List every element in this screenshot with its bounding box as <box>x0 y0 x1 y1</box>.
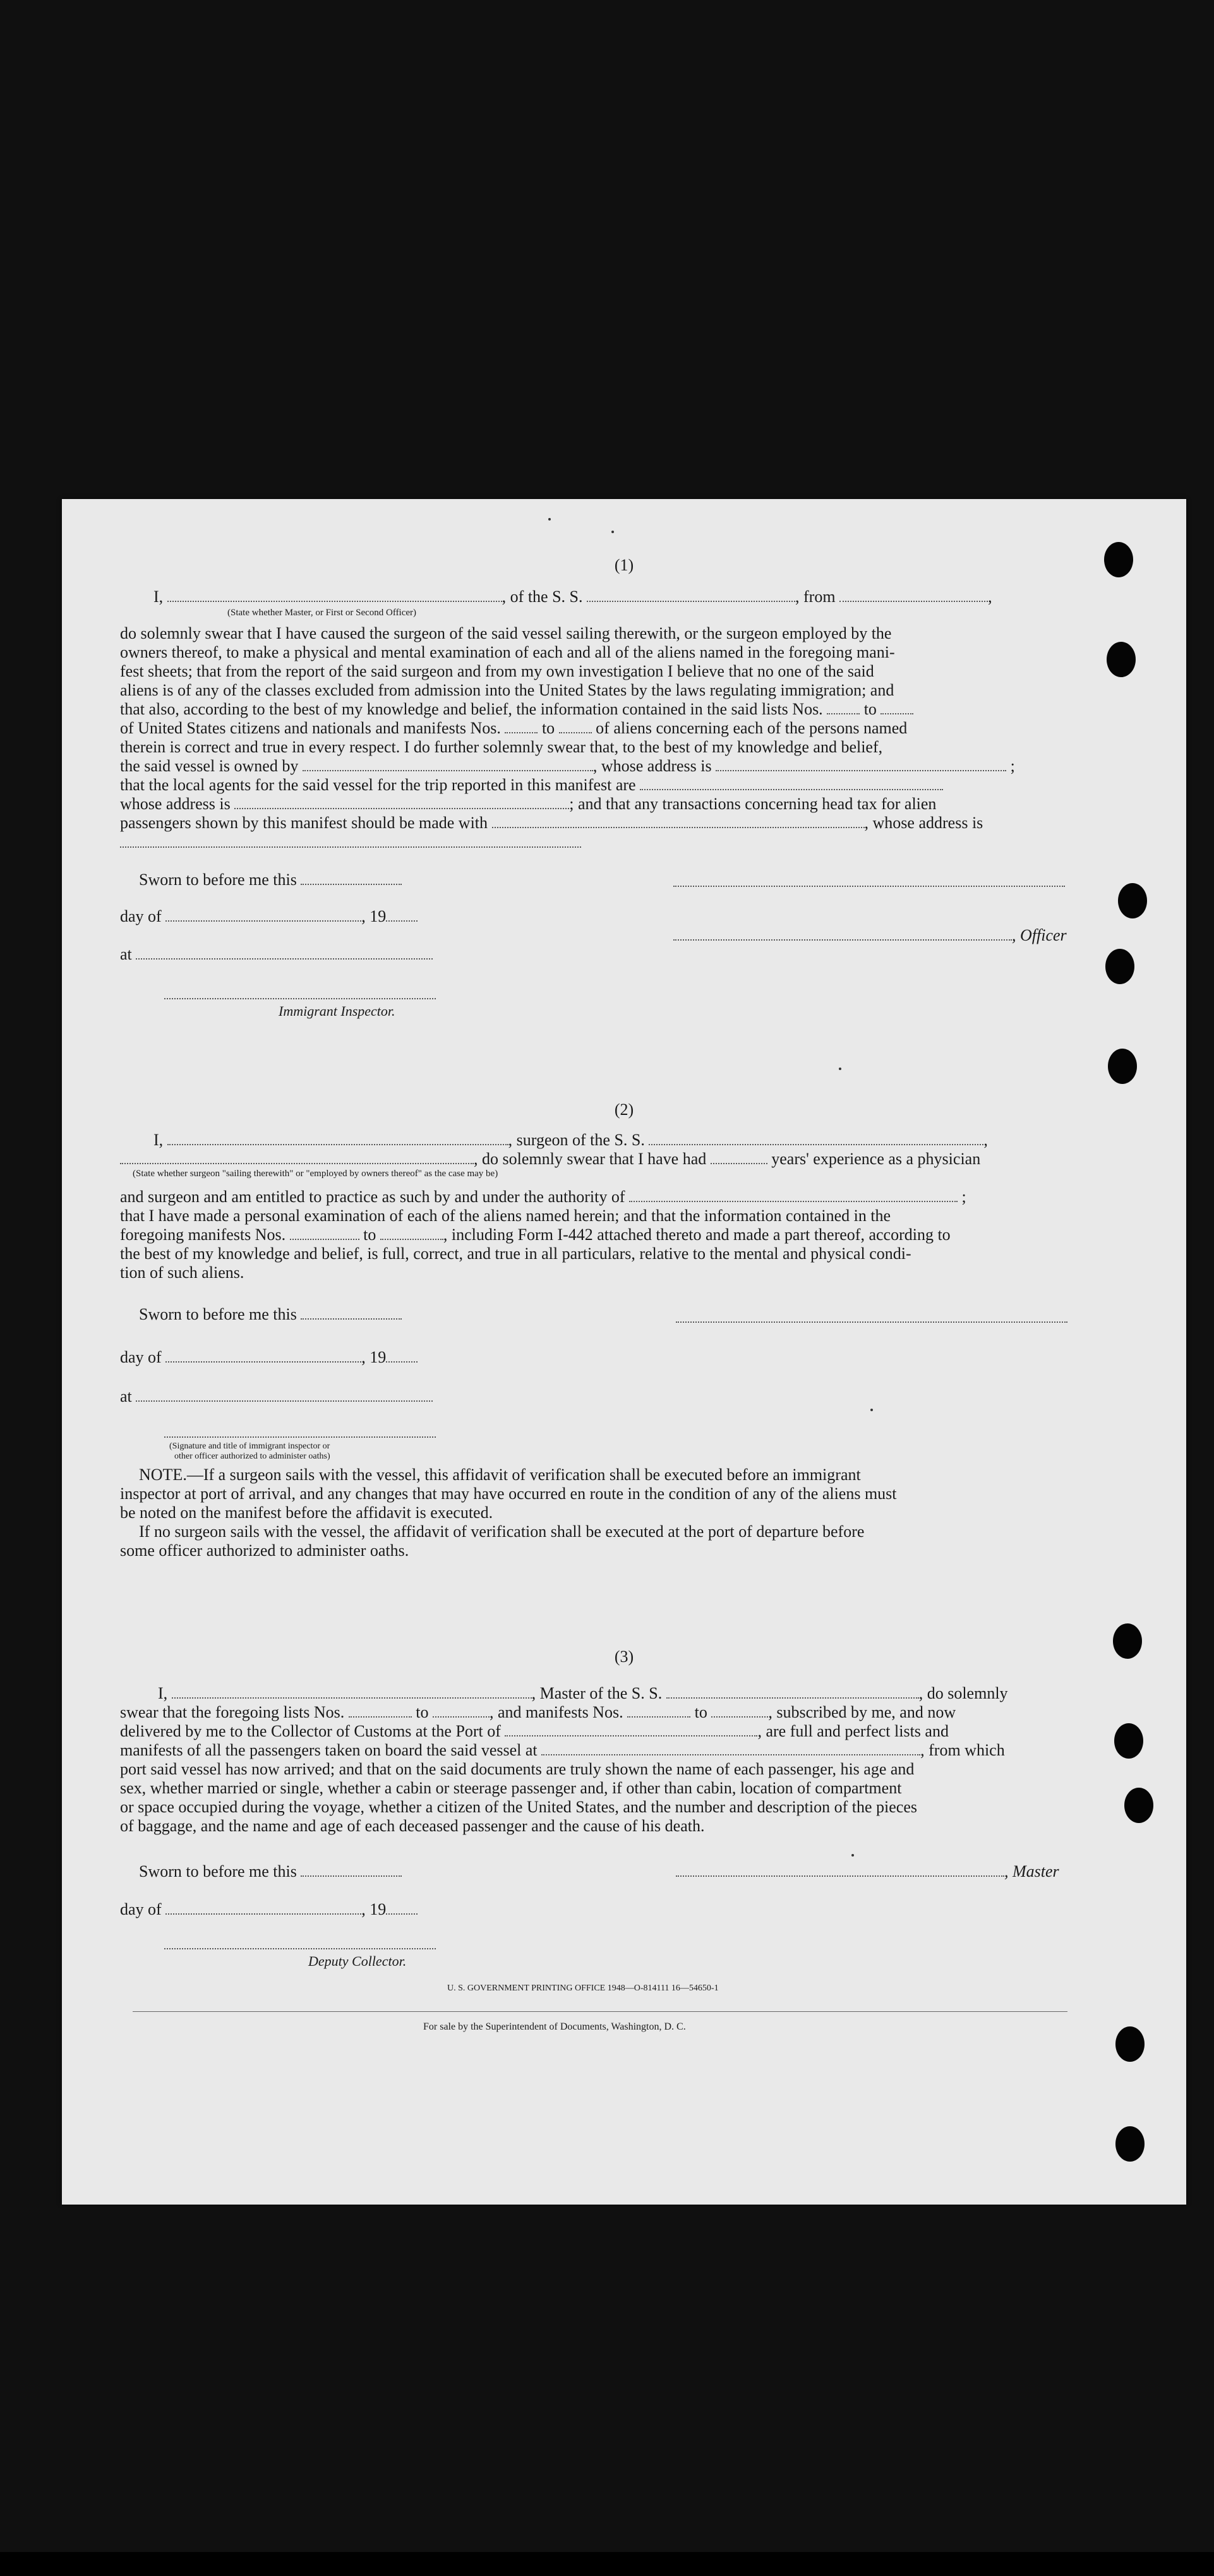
s3-body-line: or space occupied during the voyage, whether a citizen of the United States, and the number and description of the pieces <box>120 1798 918 1816</box>
s3-boarding-port-field[interactable] <box>541 1742 920 1755</box>
s2-sworn-day-field[interactable] <box>301 1306 402 1320</box>
s1-from-label: , from <box>795 587 836 606</box>
s3-port-field[interactable] <box>505 1723 757 1736</box>
s2-surgeon-name-field[interactable] <box>167 1131 508 1145</box>
s2-manifest-to-field[interactable] <box>380 1226 443 1240</box>
s2-manifest-from-field[interactable] <box>290 1226 359 1240</box>
s1-of-ss-label: , of the S. S. <box>502 587 583 606</box>
s1-agents-address-field[interactable] <box>234 795 569 809</box>
s2-body-line: foregoing manifests Nos. to , including Form I-442 attached thereto and made a part thereof, according to <box>120 1225 951 1244</box>
scan-speck <box>548 518 551 521</box>
s2-at-field[interactable] <box>136 1388 433 1402</box>
s1-body-line: that the local agents for the said vessel for the trip reported in this manifest are <box>120 776 1128 795</box>
scan-speck <box>839 1068 841 1070</box>
s3-month-field[interactable] <box>165 1901 361 1915</box>
section-1-number: (1) <box>614 556 634 574</box>
s2-body-line: and surgeon and am entitled to practice as such by and under the authority of ; <box>120 1188 966 1206</box>
s2-ship-name-field[interactable] <box>649 1131 983 1145</box>
s2-line-2: , do solemnly swear that I have had years' experience as a physician <box>120 1150 980 1169</box>
s2-note-line: some officer authorized to administer oaths. <box>120 1541 409 1560</box>
s2-body-line: that I have made a personal examination of each of the aliens named herein; and that the information contained in the <box>120 1207 891 1225</box>
s1-inspector-label: Immigrant Inspector. <box>279 1003 395 1019</box>
s2-state-note: (State whether surgeon "sailing therewith" or "employed by owners thereof" as the case may be) <box>133 1169 498 1179</box>
s3-master-line <box>676 1862 1059 1881</box>
s3-line-3: delivered by me to the Collector of Customs at the Port of , are full and perfect lists and <box>120 1722 949 1740</box>
manifest-affidavit-page <box>62 499 1186 2205</box>
s2-note-line: NOTE.—If a surgeon sails with the vessel, this affidavit of verification shall be executed before an immigrant <box>139 1466 861 1484</box>
s1-state-note: (State whether Master, or First or Second Officer) <box>227 608 417 618</box>
s3-ship-name-field[interactable] <box>666 1685 919 1699</box>
s2-note-line: If no surgeon sails with the vessel, the affidavit of verification shall be executed at the port of departure before <box>139 1522 865 1541</box>
s3-sworn-day-field[interactable] <box>301 1863 402 1877</box>
s3-body-line: sex, whether married or single, whether a cabin or steerage passenger and, if other than cabin, location of compartment <box>120 1779 902 1797</box>
s2-capacity-field[interactable] <box>120 1150 474 1164</box>
punch-hole <box>1108 1049 1137 1084</box>
s2-years-field[interactable] <box>711 1150 767 1164</box>
s2-note-line: be noted on the manifest before the affidavit is executed. <box>120 1503 493 1522</box>
s3-lists-from-field[interactable] <box>349 1704 412 1718</box>
s1-body-line: therein is correct and true in every respect. I do further solemnly swear that, to the best of my knowledge and belief, <box>120 738 883 756</box>
s2-authority-field[interactable] <box>629 1188 958 1202</box>
s3-master-signature-field[interactable] <box>676 1863 1004 1877</box>
s1-manifests-to-field[interactable] <box>559 719 592 733</box>
s2-line-1: I, , surgeon of the S. S. , <box>153 1131 988 1149</box>
s1-body-line: that also, according to the best of my knowledge and belief, the information contained in the said lists Nos. to <box>120 700 1128 719</box>
punch-hole <box>1115 2126 1145 2162</box>
s1-line-1: I, , of the S. S. , from , <box>153 587 992 606</box>
s1-officer-line <box>673 926 1067 945</box>
s1-manifests-from-field[interactable] <box>505 719 538 733</box>
s3-body-line: port said vessel has now arrived; and that on the said documents are truly shown the name of each passenger, his age and <box>120 1760 915 1778</box>
s3-body-line: of baggage, and the name and age of each deceased passenger and the cause of his death. <box>120 1817 705 1835</box>
punch-hole <box>1115 2026 1145 2062</box>
s1-body-line: fest sheets; that from the report of the said surgeon and from my own investigation I believe that no one of the said <box>120 662 874 680</box>
s1-from-field[interactable] <box>839 588 988 602</box>
s1-body-line: of United States citizens and nationals and manifests Nos. to of aliens concerning each of the persons named <box>120 719 908 737</box>
s3-deputy-label: Deputy Collector. <box>308 1953 407 1969</box>
s1-signature-line[interactable] <box>673 886 1065 887</box>
s3-manifests-from-field[interactable] <box>627 1704 690 1718</box>
s2-body-line: the best of my knowledge and belief, is full, correct, and true in all particulars, relative to the mental and physical condi- <box>120 1244 911 1263</box>
s1-lists-from-field[interactable] <box>827 701 860 714</box>
s1-inspector-signature-line[interactable] <box>164 998 436 999</box>
gpo-imprint: U. S. GOVERNMENT PRINTING OFFICE 1948—O-814111 16—54650-1 <box>447 1983 719 1993</box>
s3-line-1: I, , Master of the S. S. , do solemnly <box>158 1684 1008 1702</box>
s3-master-label: , Master <box>1004 1862 1059 1881</box>
s1-officer-label: , Officer <box>1012 926 1067 944</box>
s2-note-line: inspector at port of arrival, and any changes that may have occurred en route in the condition of any of the aliens must <box>120 1484 897 1503</box>
s3-dayof-line: day of , 19 <box>120 1900 418 1919</box>
s1-ship-name-field[interactable] <box>587 588 795 602</box>
s1-head-tax-field[interactable] <box>492 814 865 828</box>
s1-body-line: the said vessel is owned by , whose address is ; <box>120 757 1015 775</box>
punch-hole <box>1124 1788 1153 1823</box>
s1-owner-address-field[interactable] <box>716 757 1006 771</box>
s3-body <box>120 1684 1128 1836</box>
s1-dayof-line: day of , 19 <box>120 907 418 926</box>
s3-line-2: swear that the foregoing lists Nos. to , and manifests Nos. to , subscribed by me, and now <box>120 1703 956 1721</box>
s1-body <box>120 624 1128 833</box>
s1-body-line: whose address is ; and that any transactions concerning head tax for alien <box>120 795 937 813</box>
scan-speck <box>870 1409 873 1411</box>
s2-body <box>120 1188 1128 1282</box>
s1-address-continuation-line[interactable] <box>120 846 581 848</box>
s2-year-field[interactable] <box>386 1349 418 1363</box>
s2-inspector-signature-line[interactable] <box>164 1436 436 1438</box>
section-3-number: (3) <box>614 1647 634 1666</box>
scan-speck <box>851 1854 854 1857</box>
s1-body-line: owners thereof, to make a physical and mental examination of each and all of the aliens named in the foregoing mani- <box>120 643 895 661</box>
s3-master-name-field[interactable] <box>172 1685 532 1699</box>
s1-I-label: I, <box>153 587 164 606</box>
s1-officer-name-field[interactable] <box>167 588 502 602</box>
s1-agents-field[interactable] <box>640 776 943 790</box>
section-2-number: (2) <box>614 1100 634 1119</box>
scan-bottom-edge <box>0 2552 1214 2576</box>
s1-sworn-day-field[interactable] <box>301 871 402 885</box>
s1-month-field[interactable] <box>165 908 361 922</box>
s3-lists-to-field[interactable] <box>433 1704 490 1718</box>
s2-body-line: tion of such aliens. <box>120 1263 244 1282</box>
s2-sig-note-2: other officer authorized to administer oaths) <box>174 1452 330 1461</box>
s2-sworn-line: Sworn to before me this <box>139 1305 402 1324</box>
s1-officer-signature-field[interactable] <box>673 927 1012 941</box>
scan-speck <box>611 531 614 533</box>
s3-manifests-to-field[interactable] <box>711 1704 768 1718</box>
punch-hole <box>1118 883 1147 918</box>
s3-line-4: manifests of all the passengers taken on board the said vessel at , from which <box>120 1741 1005 1759</box>
s3-year-field[interactable] <box>386 1901 418 1915</box>
s1-body-line: passengers shown by this manifest should be made with , whose address is <box>120 814 983 832</box>
s2-month-field[interactable] <box>165 1349 361 1363</box>
s2-note <box>120 1466 1128 1560</box>
s1-at-field[interactable] <box>136 946 433 960</box>
s2-at-line: at <box>120 1387 433 1406</box>
s3-sworn-line: Sworn to before me this <box>139 1862 402 1881</box>
s2-signature-line[interactable] <box>676 1321 1067 1323</box>
s1-year-field[interactable] <box>386 908 418 922</box>
s2-dayof-line: day of , 19 <box>120 1348 418 1367</box>
punch-hole <box>1105 949 1134 984</box>
s1-body-line: do solemnly swear that I have caused the surgeon of the said vessel sailing therewith, or the surgeon employed by the <box>120 624 892 642</box>
s1-body-line: aliens is of any of the classes excluded from admission into the United States by the laws regulating immigration; and <box>120 681 894 699</box>
s2-sig-note-1: (Signature and title of immigrant inspector or <box>169 1441 330 1451</box>
s1-lists-to-field[interactable] <box>880 701 913 714</box>
sale-notice: For sale by the Superintendent of Documents, Washington, D. C. <box>423 2021 686 2032</box>
s1-at-line: at <box>120 945 433 964</box>
s3-deputy-signature-line[interactable] <box>164 1948 436 1949</box>
footer-rule <box>133 2011 1067 2012</box>
s1-owner-field[interactable] <box>303 757 593 771</box>
s1-sworn-line: Sworn to before me this <box>139 870 402 889</box>
